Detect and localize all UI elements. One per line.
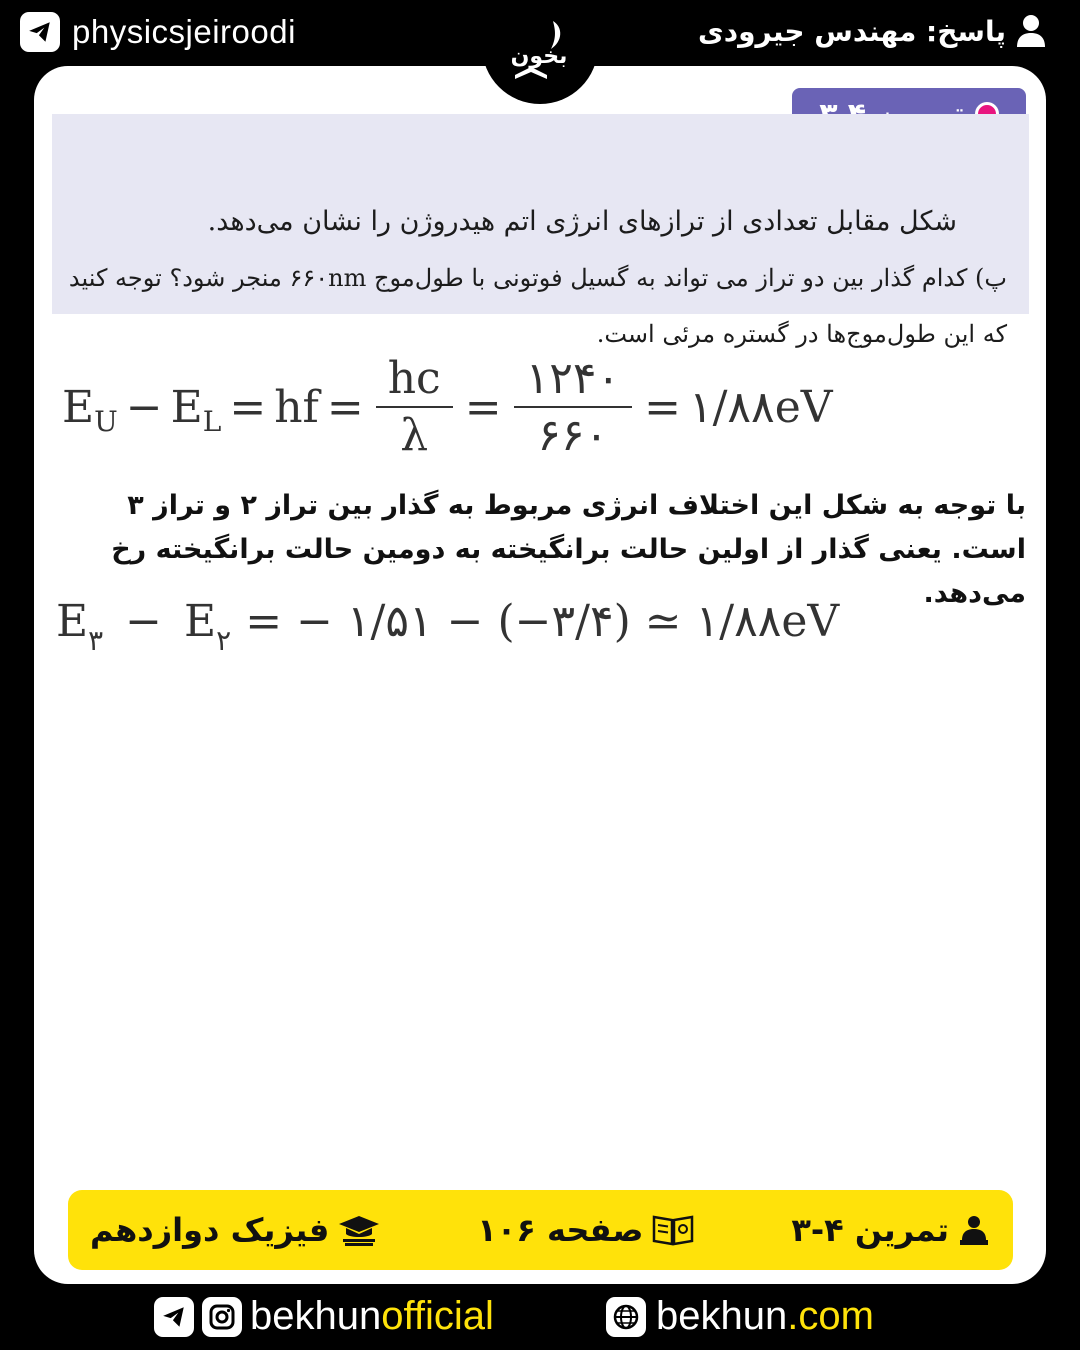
teacher-icon [957,1213,991,1247]
globe-icon [606,1297,646,1337]
question-line-1: شکل مقابل تعدادی از ترازهای انرژی اتم هیدروژن را نشان می‌دهد. [207,206,957,237]
eq2-e2: E [184,596,217,647]
footer-exercise-label: تمرین ۴-۳ [791,1211,949,1249]
telegram-icon [154,1297,194,1337]
website-url-main: bekhun [656,1294,788,1338]
content-card [34,66,1046,1284]
logo-text: بخون [510,44,568,69]
eq2-rhs: = − ۱/۵۱ − (−۳/۴) ≃ ۱/۸۸eV [245,596,840,647]
telegram-icon [20,12,60,52]
footer-page [477,1211,695,1249]
open-book-icon [651,1213,695,1247]
eq1-result-unit: eV [774,381,833,433]
social-handle [250,1294,494,1339]
website-link[interactable] [606,1294,874,1339]
eq1-sub-upper: U [94,404,118,438]
question-line-3: که این طول‌موج‌ها در گستره مرئی است. [596,320,1007,348]
fraction-lambda-denominator: λ [376,406,453,461]
eq2-sub-2: ۲ [216,624,232,657]
eq1-sub-lower: L [202,404,222,438]
website-url [656,1294,874,1339]
eq2-sub-3: ۳ [88,624,104,657]
bottom-bar [0,1284,1080,1350]
answer-by [698,14,1046,48]
eq1-equals-2: = [326,381,364,433]
footer-exercise [791,1211,991,1249]
bekhun-logo-mark [501,15,579,93]
graduation-cap-icon [337,1213,381,1247]
eq1-result-number: ۱/۸۸ [688,381,775,433]
eq1-minus: − [125,381,163,433]
eq1-equals-4: = [644,381,681,433]
question-box [52,114,1029,348]
eq2-minus: − [125,596,163,647]
eq1-equals-1: = [229,381,267,433]
level-difference-equation [56,596,840,657]
eq1-equals-3: = [464,381,502,433]
fraction-hc-numerator: hc [387,353,441,404]
footer-book-label: فیزیک دوازدهم [90,1211,330,1249]
user-icon [1016,14,1046,48]
eq2-e1: E [56,596,89,647]
eq1-e2: E [170,381,203,433]
fraction-numeric-numerator: ۱۲۴۰ [525,353,621,404]
footer-page-label: صفحه ۱۰۶ [477,1211,644,1249]
fraction-numeric-denominator: ۶۶۰ [514,406,633,461]
footer-info-bar [68,1190,1013,1270]
website-url-accent: .com [787,1294,874,1338]
handle-text: physicsjeiroodi [72,13,296,50]
answer-by-text: پاسخ: مهندس جیرودی [698,14,1006,48]
social-links[interactable] [154,1294,494,1339]
fraction-numeric [520,353,627,461]
footer-book [90,1211,381,1249]
energy-equation [62,352,833,462]
social-handle-main: bekhun [250,1294,382,1338]
telegram-handle[interactable] [20,12,296,52]
answer-explanation: با توجه به شکل این اختلاف انرژی مربوط به گذار بین تراز ۲ و تراز ۳ است. یعنی گذار از اولین حالت برانگیخته به دومین حالت برانگیخته رخ می‌دهد. [111,490,1026,609]
instagram-icon [202,1297,242,1337]
eq1-e1: E [62,381,95,433]
fraction-hc-lambda [382,353,447,461]
question-line-2: پ) کدام گذار بین دو تراز می تواند به گسیل فوتونی با طول‌موج ۶۶۰nm منجر شود؟ توجه کنید [68,264,1007,292]
eq1-hf: hf [274,381,319,433]
social-handle-accent: official [381,1294,494,1338]
